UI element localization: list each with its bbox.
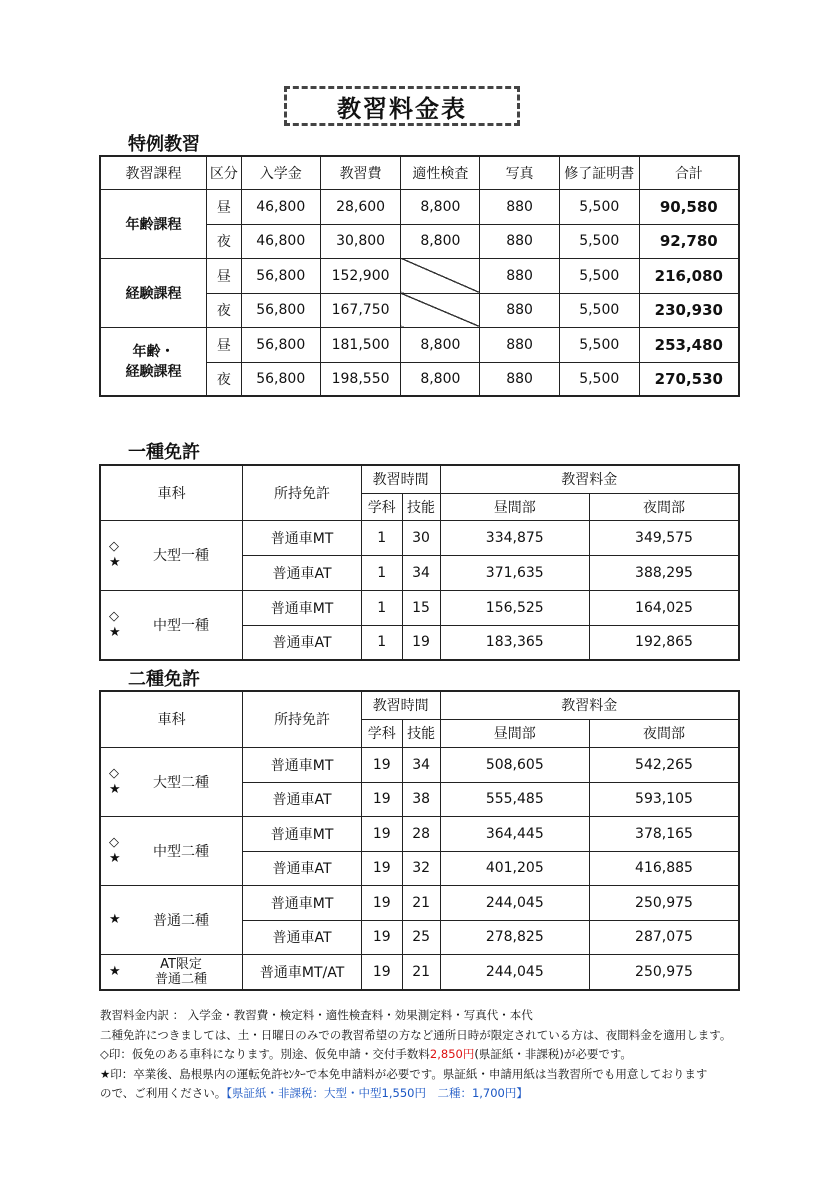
day-cell: 156,525 [440,590,589,625]
table-row [100,885,739,920]
header-night: 夜間部 [590,719,740,747]
note-star: ★印：卒業後、島根県内の運転免許ｾﾝﾀｰで本免申請料が必要です。県証紙・申請用紙は当教習所でも用意しております [100,1066,708,1081]
entry-cell: 46,800 [241,189,320,224]
total-cell: 230,930 [639,293,739,327]
fee-cell: 28,600 [320,189,401,224]
header-skill: 技能 [402,493,440,520]
skill-cell: 28 [402,816,440,851]
day-cell: 334,875 [440,520,589,555]
cert-cell: 5,500 [559,362,639,396]
table-row [100,327,739,362]
night-cell: 250,975 [590,954,740,990]
class1-fee-table [99,464,740,661]
night-cell: 164,025 [589,590,739,625]
period-cell: 夜 [206,224,241,258]
license-cell: 普通車AT [243,920,362,954]
header-row [100,465,739,493]
note-breakdown: 教習料金内訳 ： 入学金・教習費・検定料・適性検査料・効果測定料・写真代・本代 [100,1008,533,1022]
note-diamond: ◇印：仮免のある車科になります。別途、仮免申請・交付手数料2,850円(県証紙・非課税)が必要です。 [100,1047,632,1061]
day-cell: 244,045 [440,885,589,920]
table-row [100,258,739,293]
header-fee: 教習料金 [440,465,739,493]
header-row [100,691,739,719]
entry-cell: 56,800 [241,362,320,396]
header-vehicle: 車科 [100,691,243,747]
skill-cell: 21 [402,954,440,990]
aptitude-cell: 8,800 [401,327,480,362]
vehicle-cell: ◇ ★ 大型二種 [100,747,243,816]
fee-cell: 152,900 [320,258,401,293]
total-cell: 216,080 [639,258,739,293]
header-cert: 修了証明書 [559,156,639,189]
footnotes [100,1006,800,1104]
header-aptitude: 適性検査 [401,156,480,189]
academic-cell: 1 [361,625,402,660]
academic-cell: 19 [361,747,402,782]
night-cell: 388,295 [589,555,739,590]
skill-cell: 34 [402,747,440,782]
table-row [100,954,739,990]
aptitude-not-applicable [401,293,480,327]
cert-cell: 5,500 [559,189,639,224]
fee-cell: 181,500 [320,327,401,362]
table-row [100,747,739,782]
header-hours: 教習時間 [361,691,440,719]
night-cell: 250,975 [590,885,740,920]
header-fee: 教習料金 [440,691,739,719]
night-cell: 378,165 [590,816,740,851]
mark-icons: ◇ ★ [109,608,121,640]
skill-cell: 32 [402,851,440,885]
table-row [100,816,739,851]
day-cell: 364,445 [440,816,589,851]
period-cell: 昼 [206,327,241,362]
course-label: 年齢課程 [100,189,206,258]
vehicle-cell: ◇ ★ 中型一種 [100,590,243,660]
skill-cell: 38 [402,782,440,816]
license-cell: 普通車MT/AT [243,954,362,990]
note-class2: 二種免許につきましては、土・日曜日のみでの教習希望の方など通所日時が限定されている方は、夜間料金を適用します。 [100,1027,732,1042]
total-cell: 253,480 [639,327,739,362]
photo-cell: 880 [480,327,560,362]
entry-cell: 46,800 [241,224,320,258]
night-cell: 593,105 [590,782,740,816]
aptitude-cell: 8,800 [401,362,480,396]
vehicle-cell: ★ AT限定 普通二種 [100,954,243,990]
header-day: 昼間部 [440,719,589,747]
fee-cell: 30,800 [320,224,401,258]
skill-cell: 25 [402,920,440,954]
total-cell: 90,580 [639,189,739,224]
night-cell: 192,865 [589,625,739,660]
total-cell: 92,780 [639,224,739,258]
header-photo: 写真 [480,156,560,189]
academic-cell: 19 [361,782,402,816]
academic-cell: 19 [361,954,402,990]
special-fee-table [99,155,740,397]
academic-cell: 19 [361,816,402,851]
photo-cell: 880 [480,189,560,224]
day-cell: 555,485 [440,782,589,816]
aptitude-not-applicable [401,258,480,293]
license-cell: 普通車MT [243,590,361,625]
entry-cell: 56,800 [241,258,320,293]
photo-cell: 880 [480,293,560,327]
table-row [100,520,739,555]
course-label: 年齢・ 経験課程 [100,327,206,396]
period-cell: 昼 [206,258,241,293]
header-total: 合計 [639,156,739,189]
special-heading: 特例教習 [128,134,200,155]
academic-cell: 19 [361,851,402,885]
night-cell: 416,885 [590,851,740,885]
day-cell: 278,825 [440,920,589,954]
license-cell: 普通車AT [243,851,362,885]
vehicle-cell: ◇ ★ 大型一種 [100,520,243,590]
header-hours: 教習時間 [361,465,440,493]
header-period: 区分 [206,156,241,189]
academic-cell: 1 [361,590,402,625]
class2-fee-table [99,690,740,991]
page-title: 教習料金表 [284,86,520,126]
day-cell: 183,365 [440,625,589,660]
night-cell: 349,575 [589,520,739,555]
table-row [100,189,739,224]
aptitude-cell: 8,800 [401,224,480,258]
skill-cell: 34 [402,555,440,590]
skill-cell: 15 [402,590,440,625]
skill-cell: 30 [402,520,440,555]
class1-heading: 一種免許 [128,442,200,463]
total-cell: 270,530 [639,362,739,396]
header-vehicle: 車科 [100,465,243,520]
header-fee: 教習費 [320,156,401,189]
mark-icons: ◇ ★ [109,765,121,797]
license-cell: 普通車AT [243,782,362,816]
period-cell: 昼 [206,189,241,224]
header-license: 所持免許 [243,465,361,520]
cert-cell: 5,500 [559,258,639,293]
mark-icons: ◇ ★ [109,539,121,570]
photo-cell: 880 [480,258,560,293]
special-header-row [100,156,739,189]
academic-cell: 19 [361,920,402,954]
license-cell: 普通車MT [243,520,361,555]
header-academic: 学科 [361,719,402,747]
cert-cell: 5,500 [559,327,639,362]
header-night: 夜間部 [589,493,739,520]
class2-heading: 二種免許 [128,669,200,690]
header-day: 昼間部 [440,493,589,520]
license-cell: 普通車MT [243,747,362,782]
cert-cell: 5,500 [559,224,639,258]
academic-cell: 1 [361,555,402,590]
skill-cell: 19 [402,625,440,660]
skill-cell: 21 [402,885,440,920]
academic-cell: 19 [361,885,402,920]
mark-icons: ★ [109,963,121,979]
header-license: 所持免許 [243,691,362,747]
license-cell: 普通車MT [243,885,362,920]
license-cell: 普通車AT [243,625,361,660]
night-cell: 542,265 [590,747,740,782]
entry-cell: 56,800 [241,293,320,327]
entry-cell: 56,800 [241,327,320,362]
header-skill: 技能 [402,719,440,747]
day-cell: 244,045 [440,954,589,990]
header-course: 教習課程 [100,156,206,189]
photo-cell: 880 [480,362,560,396]
header-academic: 学科 [361,493,402,520]
day-cell: 508,605 [440,747,589,782]
day-cell: 401,205 [440,851,589,885]
period-cell: 夜 [206,362,241,396]
license-cell: 普通車AT [243,555,361,590]
vehicle-cell: ◇ ★ 中型二種 [100,816,243,885]
cert-cell: 5,500 [559,293,639,327]
fee-cell: 198,550 [320,362,401,396]
vehicle-cell: ★ 普通二種 [100,885,243,954]
license-cell: 普通車MT [243,816,362,851]
course-label: 経験課程 [100,258,206,327]
academic-cell: 1 [361,520,402,555]
night-cell: 287,075 [590,920,740,954]
aptitude-cell: 8,800 [401,189,480,224]
note-star-cont: ので、ご利用ください。【県証紙・非課税：大型・中型1,550円 二種：1,700円】 [100,1086,528,1100]
day-cell: 371,635 [440,555,589,590]
period-cell: 夜 [206,293,241,327]
table-row [100,590,739,625]
fee-cell: 167,750 [320,293,401,327]
mark-icons: ★ [109,911,121,927]
photo-cell: 880 [480,224,560,258]
mark-icons: ◇ ★ [109,834,121,866]
header-entry: 入学金 [241,156,320,189]
